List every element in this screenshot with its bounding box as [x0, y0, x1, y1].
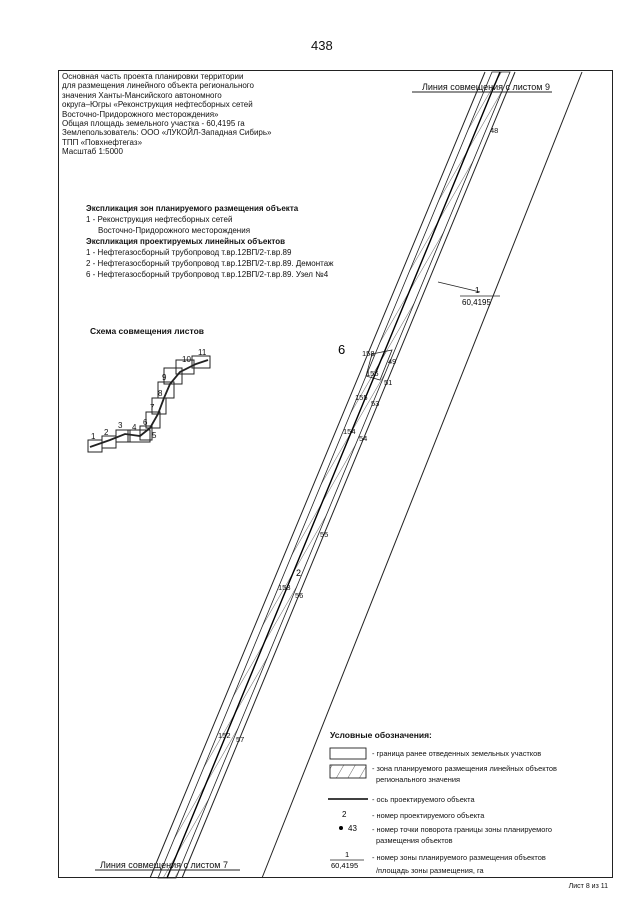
- info-line: Землепользователь: ООО «ЛУКОЙЛ-Западная Сибирь»: [62, 128, 272, 138]
- legend-item-cont: регионального значения: [376, 775, 460, 784]
- legend-title: Условные обозначения:: [330, 730, 432, 740]
- schema-label: 3: [118, 421, 123, 430]
- schema-label: 2: [104, 428, 109, 437]
- schema-label: 7: [150, 403, 155, 412]
- sheet-label: Лист 8 из 11: [568, 883, 608, 890]
- linear-title: Экспликация проектируемых линейных объектов: [86, 237, 285, 246]
- zone-label-leader: [438, 282, 480, 292]
- schema-label: 9: [162, 373, 167, 382]
- point-label: 155: [355, 393, 368, 402]
- legend-item: - номер точки поворота границы зоны планируемого: [372, 825, 552, 834]
- schema-label: 8: [158, 389, 163, 398]
- info-line: для размещения линейного объекта регионального: [62, 81, 254, 91]
- info-line: округа–Югры «Реконструкция нефтесборных сетей: [62, 100, 253, 110]
- schema-title: Схема совмещения листов: [90, 326, 204, 336]
- legend-item-cont: размещения объектов: [376, 836, 453, 845]
- legend-item: - граница ранее отведенных земельных участков: [372, 749, 542, 758]
- zone-area: 60,4195: [462, 298, 491, 307]
- legend-symbol-point: [339, 826, 343, 830]
- info-line: Основная часть проекта планировки территории: [62, 72, 244, 81]
- point-label: 152: [218, 731, 231, 740]
- schema-label: 11: [198, 348, 207, 357]
- point-label: 156: [366, 369, 379, 378]
- legend-item-cont: /площадь зоны размещения, га: [376, 866, 484, 875]
- info-line: значения Ханты-Мансийского автономного: [62, 90, 222, 100]
- legend-symbol-zone: [330, 765, 366, 778]
- zone-item: 1 - Реконструкция нефтесборных сетей: [86, 215, 233, 224]
- schema-label: 6: [143, 418, 148, 427]
- point-label: 49: [388, 357, 397, 366]
- legend-zone-area: 60,4195: [331, 861, 359, 870]
- legend-item: - номер зоны планируемого размещения объектов: [372, 853, 546, 862]
- point-label: 51: [384, 378, 393, 387]
- object-number: 2: [296, 568, 302, 578]
- schema-label: 4: [132, 423, 137, 432]
- point-label: 54: [359, 434, 368, 443]
- point-label: 153: [278, 583, 291, 592]
- point-label: 154: [343, 427, 356, 436]
- match-line-top-label: Линия совмещения с листом 9: [422, 82, 550, 92]
- info-line: Восточно-Придорожного месторождения»: [62, 109, 219, 119]
- info-line: Общая площадь земельного участка - 60,4195 га: [62, 119, 245, 129]
- object-number: 6: [338, 342, 346, 357]
- info-line: Масштаб 1:5000: [62, 147, 123, 157]
- page-number: 438: [311, 38, 333, 53]
- zones-title: Экспликация зон планируемого размещения объекта: [86, 204, 299, 213]
- point-label: 56: [295, 591, 304, 600]
- zone-item-cont: Восточно-Придорожного месторождения: [98, 226, 251, 235]
- legend-item: - зона планируемого размещения линейных объектов: [372, 764, 557, 773]
- linear-item: 2 - Нефтегазосборный трубопровод т.вр.12ВП/2-т.вр.89. Демонтаж: [86, 259, 334, 268]
- linear-item: 6 - Нефтегазосборный трубопровод т.вр.12ВП/2-т.вр.89. Узел №4: [86, 270, 329, 279]
- linear-item: 1 - Нефтегазосборный трубопровод т.вр.12ВП/2-т.вр.89: [86, 248, 292, 257]
- schema-label: 10: [182, 355, 191, 364]
- match-line-bottom-label: Линия совмещения с листом 7: [100, 860, 228, 870]
- schema-label: 1: [91, 432, 96, 441]
- info-line: ТПП «Повхнефтегаз»: [62, 137, 143, 147]
- legend-zone-number: 1: [345, 850, 350, 859]
- point-label: 53: [371, 399, 380, 408]
- legend-symbol-boundary: [330, 748, 366, 759]
- legend-object-number: 2: [342, 810, 347, 819]
- schema-label: 5: [152, 431, 157, 440]
- legend-item: - ось проектируемого объекта: [372, 795, 475, 804]
- point-label: 55: [320, 530, 329, 539]
- zone-number: 1: [475, 286, 480, 295]
- legend-item: - номер проектируемого объекта: [372, 811, 485, 820]
- legend-point-number: 43: [348, 824, 357, 833]
- point-label: 57: [236, 735, 245, 744]
- point-label: 158: [362, 349, 375, 358]
- point-label: 48: [490, 126, 499, 135]
